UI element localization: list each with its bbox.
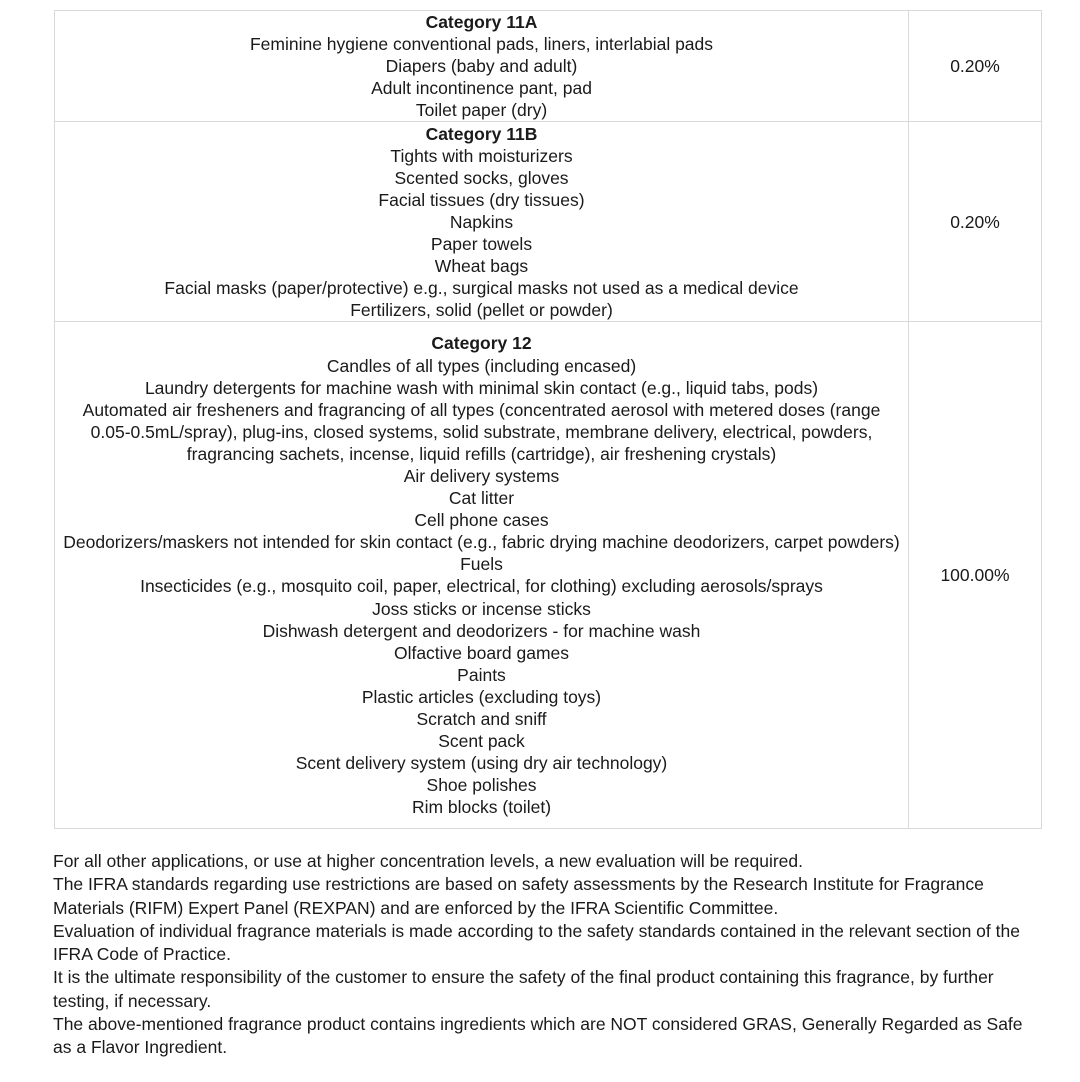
note-ifra-standards: The IFRA standards regarding use restrictions are based on safety assessments by the Research Institute for Fragrance Materials (RIFM) Expert Panel (REXPAN) and are enforced by the IFRA Scientific Committee. bbox=[53, 874, 984, 918]
category-item: Feminine hygiene conventional pads, liners, interlabial pads bbox=[249, 34, 714, 55]
category-description-cell bbox=[55, 322, 909, 829]
category-item: Rim blocks (toilet) bbox=[411, 797, 552, 818]
category-description-cell bbox=[55, 11, 909, 122]
category-item: Candles of all types (including encased) bbox=[326, 355, 637, 376]
category-item: Dishwash detergent and deodorizers - for machine wash bbox=[262, 620, 701, 641]
category-item: Diapers (baby and adult) bbox=[385, 56, 578, 77]
category-item: Fuels bbox=[460, 554, 503, 575]
category-item: Insecticides (e.g., mosquito coil, paper, electrical, for clothing) excluding aerosols/sprays bbox=[140, 576, 823, 597]
category-item: Scratch and sniff bbox=[416, 709, 547, 730]
category-item: Cat litter bbox=[448, 488, 515, 509]
category-item: Joss sticks or incense sticks bbox=[372, 598, 591, 619]
category-item: Paper towels bbox=[430, 234, 533, 255]
category-title: Category 11B bbox=[425, 123, 538, 144]
category-item: Air delivery systems bbox=[403, 466, 560, 486]
category-item: Paints bbox=[457, 664, 506, 685]
limit-cell bbox=[909, 11, 1042, 122]
category-item: Plastic articles (excluding toys) bbox=[361, 686, 602, 707]
category-item: Olfactive board games bbox=[393, 642, 570, 663]
category-item: Cell phone cases bbox=[414, 510, 549, 531]
category-item: Napkins bbox=[449, 211, 514, 232]
table-row-category-11b bbox=[55, 122, 1042, 322]
table-row-category-12 bbox=[55, 322, 1042, 829]
category-item: Toilet paper (dry) bbox=[415, 100, 548, 121]
category-item: Adult incontinence pant, pad bbox=[371, 78, 592, 99]
max-concentration-value: 0.20% bbox=[950, 56, 1000, 77]
category-item: Shoe polishes bbox=[426, 775, 537, 796]
note-evaluation: Evaluation of individual fragrance materials is made according to the safety standards contained in the relevant section of the IFRA Code of Practice. bbox=[53, 920, 1020, 965]
category-item: Tights with moisturizers bbox=[390, 145, 573, 166]
category-title: Category 11A bbox=[425, 12, 538, 32]
table-row-category-11a bbox=[55, 11, 1042, 122]
note-customer-responsibility: It is the ultimate responsibility of the customer to ensure the safety of the final product containing this fragrance, by further testing, if necessary. bbox=[53, 967, 994, 1011]
category-item: Scent pack bbox=[438, 731, 525, 752]
category-item: Laundry detergents for machine wash with minimal skin contact (e.g., liquid tabs, pods) bbox=[144, 377, 819, 398]
category-item: Scent delivery system (using dry air technology) bbox=[295, 753, 668, 774]
disclaimer-notes bbox=[53, 850, 1043, 1060]
max-concentration-value: 0.20% bbox=[950, 211, 1000, 232]
note-gras: The above-mentioned fragrance product contains ingredients which are NOT considered GRAS, Generally Regarded as Safe as a Flavor Ingredient. bbox=[53, 1014, 1023, 1058]
note-other-applications: For all other applications, or use at higher concentration levels, a new evaluation will be required. bbox=[53, 851, 804, 871]
category-description-cell bbox=[55, 122, 909, 322]
category-item: Facial tissues (dry tissues) bbox=[378, 189, 585, 210]
limit-cell bbox=[909, 322, 1042, 829]
max-concentration-value: 100.00% bbox=[940, 565, 1010, 586]
category-item: Fertilizers, solid (pellet or powder) bbox=[350, 300, 613, 321]
limit-cell bbox=[909, 122, 1042, 322]
category-item: Deodorizers/maskers not intended for skin contact (e.g., fabric drying machine deodorizers, carpet powders) bbox=[63, 532, 900, 553]
category-title: Category 12 bbox=[431, 333, 532, 354]
category-item: Facial masks (paper/protective) e.g., surgical masks not used as a medical device bbox=[164, 278, 799, 299]
category-item: Wheat bags bbox=[434, 256, 529, 277]
category-item: Scented socks, gloves bbox=[394, 167, 569, 188]
category-item: Automated air fresheners and fragrancing of all types (concentrated aerosol with metered doses (range 0.05-0.5mL/spray), plug-ins, closed systems, solid substrate, membrane delivery, electrical, powders, fragrancing sachets, incense, liquid refills (cartridge), air freshening crystals) bbox=[82, 399, 881, 464]
ifra-category-table bbox=[54, 10, 1042, 829]
